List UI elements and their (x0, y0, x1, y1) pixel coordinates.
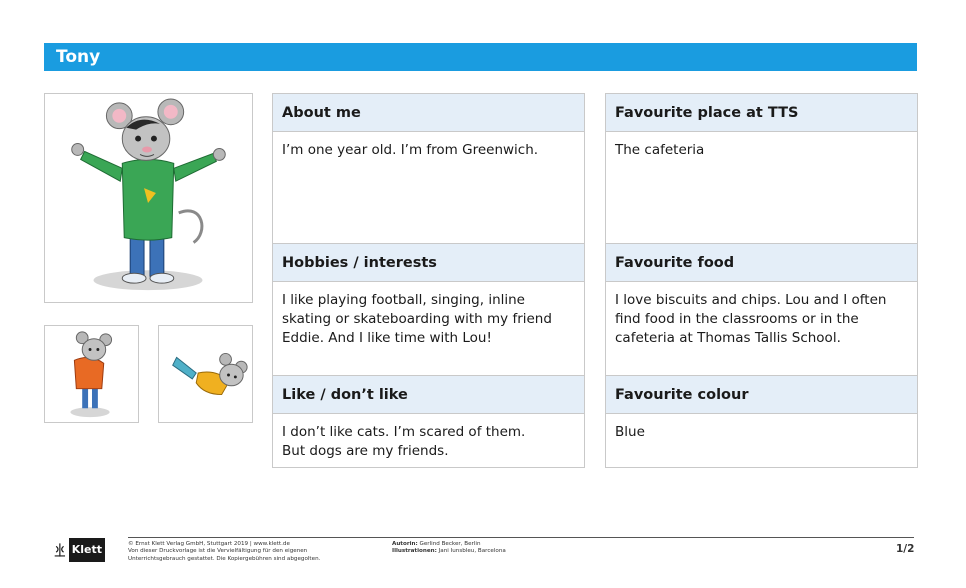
favourite-food-card (605, 243, 918, 376)
mouse-arms-out-image (45, 94, 252, 302)
tony-small-illustration-2 (158, 325, 253, 423)
hobbies-text (273, 282, 584, 348)
favourite-food-line: I love biscuits and chips. Lou and I often (615, 292, 887, 308)
hobbies-line: Eddie. And I like time with Lou! (282, 330, 492, 346)
like-dislike-line: I don’t like cats. I’m scared of them. (282, 424, 526, 440)
about-me-heading: About me (273, 94, 584, 132)
favourite-food-text (606, 282, 917, 348)
favourite-colour-card (605, 375, 918, 468)
copyright-line: © Ernst Klett Verlag GmbH, Stuttgart 2019 | www.klett.de (128, 541, 290, 547)
like-dislike-heading: Like / don’t like (273, 376, 584, 414)
favourite-colour-text (606, 414, 917, 442)
favourite-place-text (606, 132, 917, 160)
footer-divider (128, 537, 914, 538)
favourite-food-line: find food in the classrooms or in the (615, 311, 859, 327)
klett-emblem-icon (51, 538, 69, 562)
hobbies-card (272, 243, 585, 376)
illustrator-name: Jani Iunsbleu, Barcelona (438, 548, 506, 555)
page-number: 1/2 (896, 543, 915, 555)
favourite-food-heading: Favourite food (606, 244, 917, 282)
about-me-card (272, 93, 585, 244)
author-label: Autorin: (392, 541, 418, 547)
favourite-food-line: cafeteria at Thomas Tallis School. (615, 330, 841, 346)
favourite-colour-line: Blue (615, 424, 645, 440)
hobbies-line: I like playing football, singing, inline (282, 292, 525, 308)
like-dislike-card (272, 375, 585, 468)
about-me-text (273, 132, 584, 160)
like-dislike-line: But dogs are my friends. (282, 443, 449, 459)
hobbies-line: skating or skateboarding with my friend (282, 311, 552, 327)
copyright-line: Von dieser Druckvorlage ist die Vervielfältigung für den eigenen (128, 548, 308, 555)
favourite-place-line: The cafeteria (615, 142, 705, 158)
page-title: Tony (44, 43, 917, 71)
copyright-text (128, 541, 320, 563)
mouse-lying-down-image (159, 326, 252, 422)
mouse-orange-jacket-image (45, 326, 138, 422)
about-me-line: I’m one year old. I’m from Greenwich. (282, 142, 539, 158)
author-name: Gerlind Becker, Berlin (419, 541, 481, 547)
tony-main-illustration (44, 93, 253, 303)
klett-wordmark: Klett (69, 538, 105, 562)
credits-text (392, 541, 506, 556)
klett-logo (51, 537, 105, 563)
favourite-colour-heading: Favourite colour (606, 376, 917, 414)
like-dislike-text (273, 414, 584, 461)
copyright-line: Unterrichtsgebrauch gestattet. Die Kopiergebühren sind abgegolten. (128, 555, 321, 562)
hobbies-heading: Hobbies / interests (273, 244, 584, 282)
tony-small-illustration-1 (44, 325, 139, 423)
illustrations-label: Illustrationen: (392, 548, 437, 555)
favourite-place-heading: Favourite place at TTS (606, 94, 917, 132)
favourite-place-card (605, 93, 918, 244)
